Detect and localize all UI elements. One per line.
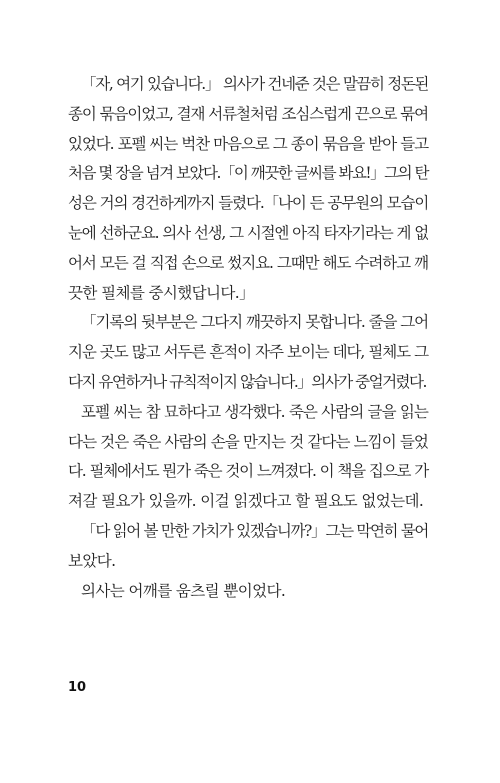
paragraph-3 [68,398,428,517]
text-line: 「자, 여기 있습니다.」 의사가 건네준 것은 말끔히 정돈된 [81,75,428,93]
text-line: 다는 것은 죽은 사람의 손을 만지는 것 같다는 느낌이 들었 [68,432,428,451]
paragraph-5 [68,577,428,607]
text-line: 「다 읽어 볼 만한 가치가 있겠습니까?」그는 막연히 물어 [81,521,428,540]
book-page [68,70,428,606]
text-line: 보았다. [68,551,116,570]
paragraph-2 [68,308,428,397]
text-line: 눈에 선하군요. 의사 선생, 그 시절엔 아직 타자기라는 게 없 [68,223,428,242]
paragraph-4 [68,517,428,577]
page-number: 10 [68,680,87,695]
text-line: 종이 묶음이었고, 결재 서류철처럼 조심스럽게 끈으로 묶여 [68,104,428,123]
text-line: 포펠 씨는 참 묘하다고 생각했다. 죽은 사람의 글을 읽는 [81,402,428,421]
paragraph-1 [68,70,428,308]
text-line: 어서 모든 걸 직접 손으로 썼지요. 그때만 해도 수려하고 깨 [68,253,428,272]
text-line: 져갈 필요가 있을까. 이걸 읽겠다고 할 필요도 없었는데. [68,492,424,511]
text-line: 성은 거의 경건하게까지 들렸다.「나이 든 공무원의 모습이 [68,194,429,213]
text-line: 지운 곳도 많고 서두른 흔적이 자주 보이는 데다, 필체도 그 [68,343,428,362]
text-line: 끗한 필체를 중시했답니다.」 [68,283,254,302]
text-line: 다지 유연하거나 규칙적이지 않습니다.」의사가 중얼거렸다. [68,372,426,391]
text-line: 다. 필체에서도 뭔가 죽은 것이 느껴졌다. 이 책을 집으로 가 [68,462,428,481]
text-line: 처음 몇 장을 넘겨 보았다.「이 깨끗한 글씨를 봐요!」그의 탄 [68,164,428,183]
text-line: 「기록의 뒷부분은 그다지 깨끗하지 못합니다. 줄을 그어 [81,313,428,332]
text-line: 의사는 어깨를 움츠릴 뿐이었다. [81,581,286,600]
text-line: 있었다. 포펠 씨는 벅찬 마음으로 그 종이 묶음을 받아 들고 [68,134,428,153]
